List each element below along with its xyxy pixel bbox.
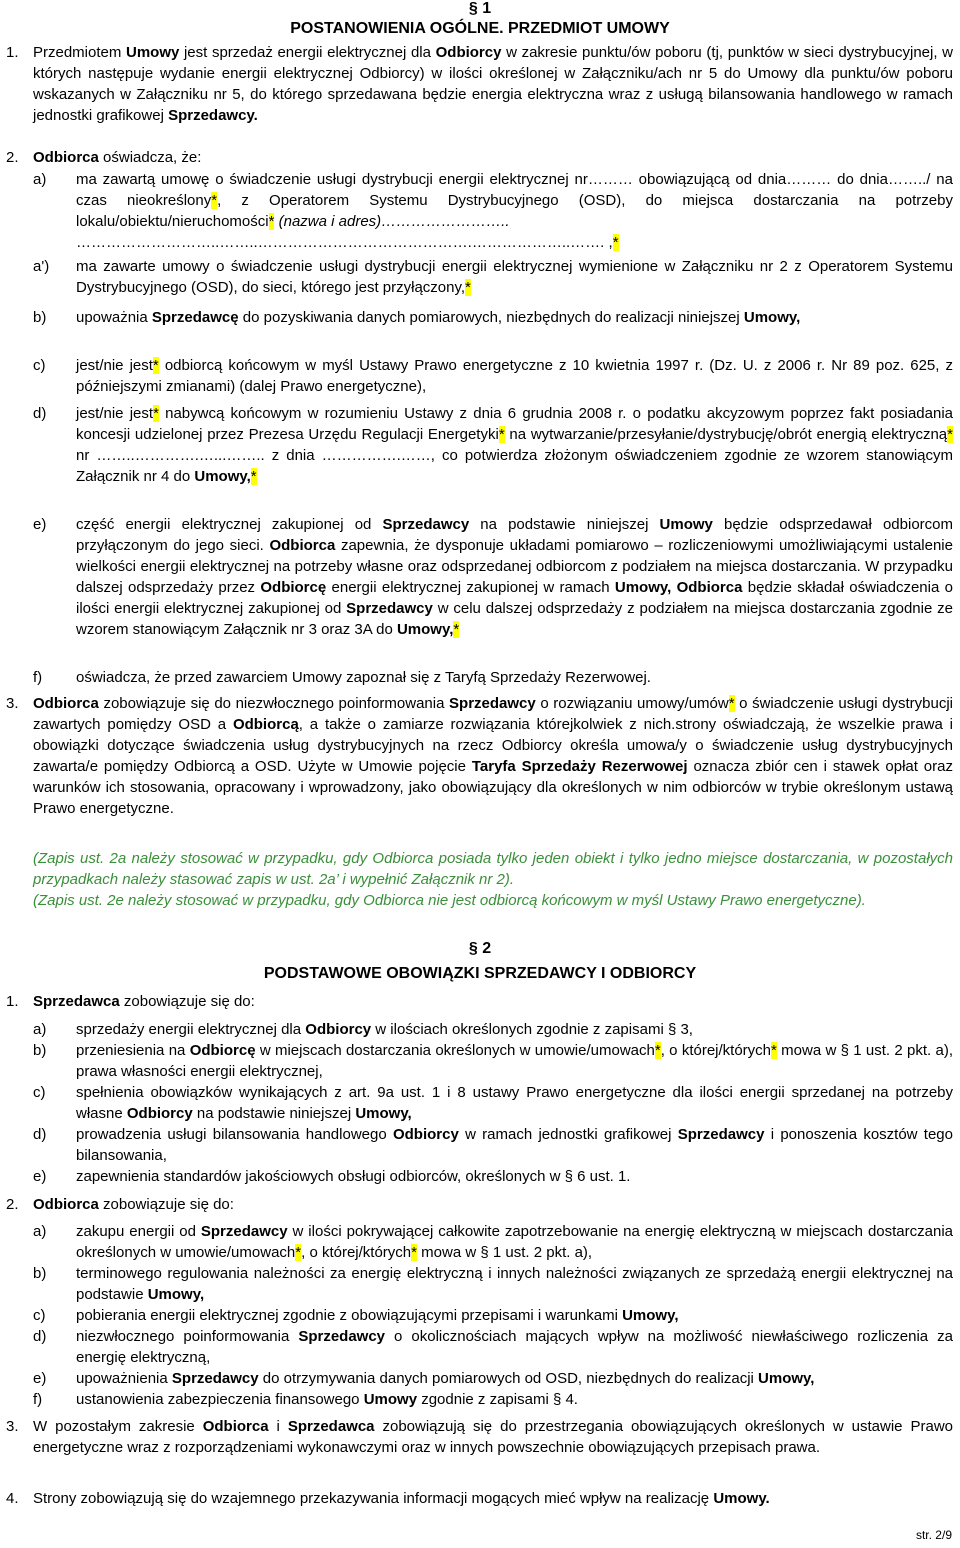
s1-p1-number: 1. — [6, 44, 19, 61]
s2-item-2b-label: b) — [33, 1265, 47, 1282]
s1-item-e: część energii elektrycznej zakupionej od Sprzedawcy na podstawie niniejszej Umowy będzie odsprzedawał odbiorcom przyłączonym do jego sieci. Odbiorca zapewnia, że dysponuje układami pomiarowo – rozliczeniowymi umożliwiającymi ustalenie wielkości energii elektrycznej na potrzeby własne oraz odsprzedanej odbiorcom z podziałem na miejsca dostarczania. W przypadku dalszej odsprzedaży przez Odbiorcę energii elektrycznej zakupionej w ramach Umowy, Odbiorca będzie składał oświadczenia o ilości energii elektrycznej zakupionej od Sprzedawcy w celu dalszej odsprzedaży z podziałem na miejsca dostarczania zgodnie ze wzorem stanowiącym Załącznik nr 3 oraz 3A do Umowy,* — [76, 516, 953, 638]
section-2-sign: § 2 — [468, 940, 492, 957]
s2-p2-number: 2. — [6, 1196, 19, 1213]
required-mark: * — [465, 279, 471, 296]
required-mark: * — [453, 621, 460, 638]
s2-item-1b: przeniesienia na Odbiorcę w miejscach dostarczania określonych w umowie/umowach*, o której/których* mowa w § 1 ust. 2 pkt. a), prawa własności energii elektrycznej, — [76, 1042, 953, 1080]
s1-item-c-label: c) — [33, 357, 46, 374]
s1-item-ap-label: a') — [33, 258, 50, 275]
s1-item-c: jest/nie jest* odbiorcą końcowym w myśl Ustawy Prawo energetyczne z 10 kwietnia 1997 r. (Dz. U. z 2006 r. Nr 89 poz. 625, z późniejszymi zmianami) (dalej Prawo energetyczne), — [76, 357, 953, 395]
required-mark: * — [947, 426, 953, 443]
section-1-title: POSTANOWIENIA OGÓLNE. PRZEDMIOT UMOWY — [290, 20, 670, 37]
s1-item-a-label: a) — [33, 171, 47, 188]
required-mark: * — [295, 1244, 302, 1261]
s2-item-1d-label: d) — [33, 1126, 47, 1143]
s2-p1-number: 1. — [6, 993, 19, 1010]
s2-item-2b: terminowego regulowania należności za energię elektryczną i innych należności związanych ze sprzedażą energii elektrycznej na podstawie Umowy, — [76, 1265, 953, 1303]
s1-p2-number: 2. — [6, 149, 19, 166]
required-mark: * — [728, 695, 735, 712]
s1-p3-number: 3. — [6, 695, 19, 712]
s1-item-f: oświadcza, że przed zawarciem Umowy zapoznał się z Taryfą Sprzedaży Rezerwowej. — [76, 669, 651, 686]
s2-item-2f: ustanowienia zabezpieczenia finansowego Umowy zgodnie z zapisami § 4. — [76, 1391, 578, 1408]
required-mark: * — [498, 426, 505, 443]
s2-item-1a: sprzedaży energii elektrycznej dla Odbiorcy w ilościach określonych zgodnie z zapisami § 3, — [76, 1021, 693, 1038]
s2-item-1c: spełnienia obowiązków wynikających z art. 9a ust. 1 i 8 ustawy Prawo energetyczne dla ilości energii sprzedanej na potrzeby własne Odbiorcy na podstawie niniejszej Umowy, — [76, 1084, 953, 1122]
required-mark: * — [211, 192, 218, 209]
s1-item-e-label: e) — [33, 516, 47, 533]
note-ust-2e: (Zapis ust. 2e należy stosować w przypadku, gdy Odbiorca nie jest odbiorcą końcowym w myśl Ustawy Prawo energetyczne). — [33, 892, 866, 909]
required-mark: * — [153, 405, 159, 422]
s2-item-2d: niezwłocznego poinformowania Sprzedawcy o okolicznościach mających wpływ na możliwość niewłaściwego rozliczenia za energię elektryczną, — [76, 1328, 953, 1366]
s2-item-1b-label: b) — [33, 1042, 47, 1059]
s1-item-b: upoważnia Sprzedawcę do pozyskiwania danych pomiarowych, niezbędnych do realizacji niniejszej Umowy, — [76, 309, 801, 326]
s2-item-1a-label: a) — [33, 1021, 47, 1038]
s2-item-1e-label: e) — [33, 1168, 47, 1185]
s1-item-d: jest/nie jest* nabywcą końcowym w rozumieniu Ustawy z dnia 6 grudnia 2008 r. o podatku akcyzowym poprzez fakt posiadania koncesji udzielonej przez Prezesa Urzędu Regulacji Energetyki* na wytwarzanie/przesyłanie/dystrybucję/obrót energią elektryczną* nr ……..………….…...…….. z dnia …………….……, co potwierdza złożonym oświadczeniem zgodnie ze wzorem stanowiącym Załącznik nr 4 do Umowy,* — [76, 405, 953, 485]
required-mark: * — [654, 1042, 661, 1059]
s2-item-1c-label: c) — [33, 1084, 46, 1101]
required-mark: * — [268, 213, 275, 230]
s2-item-2e: upoważnienia Sprzedawcy do otrzymywania danych pomiarowych od OSD, niezbędnych do realizacji Umowy, — [76, 1370, 815, 1387]
s1-item-d-label: d) — [33, 405, 47, 422]
required-mark: * — [411, 1244, 417, 1261]
s2-paragraph-3: W pozostałym zakresie Odbiorca i Sprzedawca zobowiązują się do przestrzegania obowiązujących określonych w ustawie Prawo energetyczne wraz z rozporządzeniami wykonawczymi oraz w innych powszechnie obowiązujących przepisach prawa. — [33, 1418, 953, 1456]
s1-item-ap: ma zawarte umowy o świadczenie usługi dystrybucji energii elektrycznej wymienione w Załączniku nr 2 z Operatorem Systemu Dystrybucyjnego (OSD), do sieci, którego jest przyłączony,* — [76, 258, 953, 296]
s2-paragraph-1: Sprzedawca zobowiązuje się do: — [33, 993, 255, 1010]
section-1-sign: § 1 — [468, 0, 492, 17]
page-number: str. 2/9 — [915, 1528, 952, 1542]
s1-paragraph-3: Odbiorca zobowiązuje się do niezwłocznego poinformowania Sprzedawcy o rozwiązaniu umowy/umów* o świadczenie usługi dystrybucji zawartych pomiędzy OSD a Odbiorcą, a także o zamiarze rozwiązania którejkolwiek z nich.strony oświadczają, że wszelkie prawa i obowiązki dotyczące świadczenia usług dystrybucyjnych na rzecz Odbiorcy określa umowa/y o świadczenie usług dystrybucyjnych zawarta/e pomiędzy Odbiorcą a OSD. Użyte w Umowie pojęcie Taryfa Sprzedaży Rezerwowej oznacza zbiór cen i stawek opłat oraz warunków ich stosowania, opracowany i wprowadzony, jako obowiązujący dla określonych w nim odbiorców w trybie określonym ustawą Prawo energetyczne. — [33, 695, 953, 817]
s2-item-1d: prowadzenia usługi bilansowania handlowego Odbiorcy w ramach jednostki grafikowej Sprzedawcy i ponoszenia kosztów tego bilansowania, — [76, 1126, 953, 1164]
s2-item-2d-label: d) — [33, 1328, 47, 1345]
s2-item-2c: pobierania energii elektrycznej zgodnie z obowiązującymi przepisami i warunkami Umowy, — [76, 1307, 679, 1324]
required-mark: * — [152, 357, 159, 374]
s2-p4-number: 4. — [6, 1490, 19, 1507]
s2-paragraph-4: Strony zobowiązują się do wzajemnego przekazywania informacji mogących mieć wpływ na realizację Umowy. — [33, 1490, 770, 1507]
s2-item-1e: zapewnienia standardów jakościowych obsługi odbiorców, określonych w § 6 ust. 1. — [76, 1168, 631, 1185]
s2-item-2f-label: f) — [33, 1391, 43, 1408]
s1-paragraph-2: Odbiorca oświadcza, że: — [33, 149, 202, 166]
s1-item-f-label: f) — [33, 669, 43, 686]
required-mark: * — [250, 468, 257, 485]
s2-item-2a: zakupu energii od Sprzedawcy w ilości pokrywającej całkowite zapotrzebowanie na energię elektryczną w miejscach dostarczania określonych w umowie/umowach*, o której/których* mowa w § 1 ust. 2 pkt. a), — [76, 1223, 953, 1261]
note-ust-2a: (Zapis ust. 2a należy stosować w przypadku, gdy Odbiorca posiada tylko jeden obiekt i tylko jedno miejsce dostarczania, w pozostałych przypadkach należy stasować zapis w ust. 2a’ i wypełnić Załącznik nr 2). — [33, 850, 953, 888]
s1-paragraph-1: Przedmiotem Umowy jest sprzedaż energii elektrycznej dla Odbiorcy w zakresie punktu/ów poboru (tj, punktów w sieci dystrybucyjnej, w których następuje wydanie energii elektrycznej Odbiorcy) w ilości określonej w Załączniku/ach nr 5 do Umowy dla punktu/ów poboru wskazanych w Załączniku nr 5, do którego sprzedawana będzie energia elektryczna wraz z usługą bilansowania handlowego w ramach jednostki grafikowej Sprzedawcy. — [33, 44, 953, 124]
s1-item-b-label: b) — [33, 309, 47, 326]
required-mark: * — [612, 234, 619, 251]
s2-p3-number: 3. — [6, 1418, 19, 1435]
section-2-title: PODSTAWOWE OBOWIĄZKI SPRZEDAWCY I ODBIORCY — [263, 965, 697, 982]
s1-item-a: ma zawartą umowę o świadczenie usługi dystrybucji energii elektrycznej nr……… obowiązującą od dnia……… do dnia……../ na czas nieokreślony*, z Operatorem Systemu Dystrybucyjnego (OSD), do miejsca dostarczania na potrzeby lokalu/obiektu/nieruchomości* (nazwa i adres)…………………….. ………………………..……..…………………………………….………………..……. ,* — [76, 171, 953, 251]
required-mark: * — [771, 1042, 777, 1059]
s2-item-2a-label: a) — [33, 1223, 47, 1240]
s2-item-2e-label: e) — [33, 1370, 47, 1387]
s2-item-2c-label: c) — [33, 1307, 46, 1324]
s2-paragraph-2: Odbiorca zobowiązuje się do: — [33, 1196, 234, 1213]
